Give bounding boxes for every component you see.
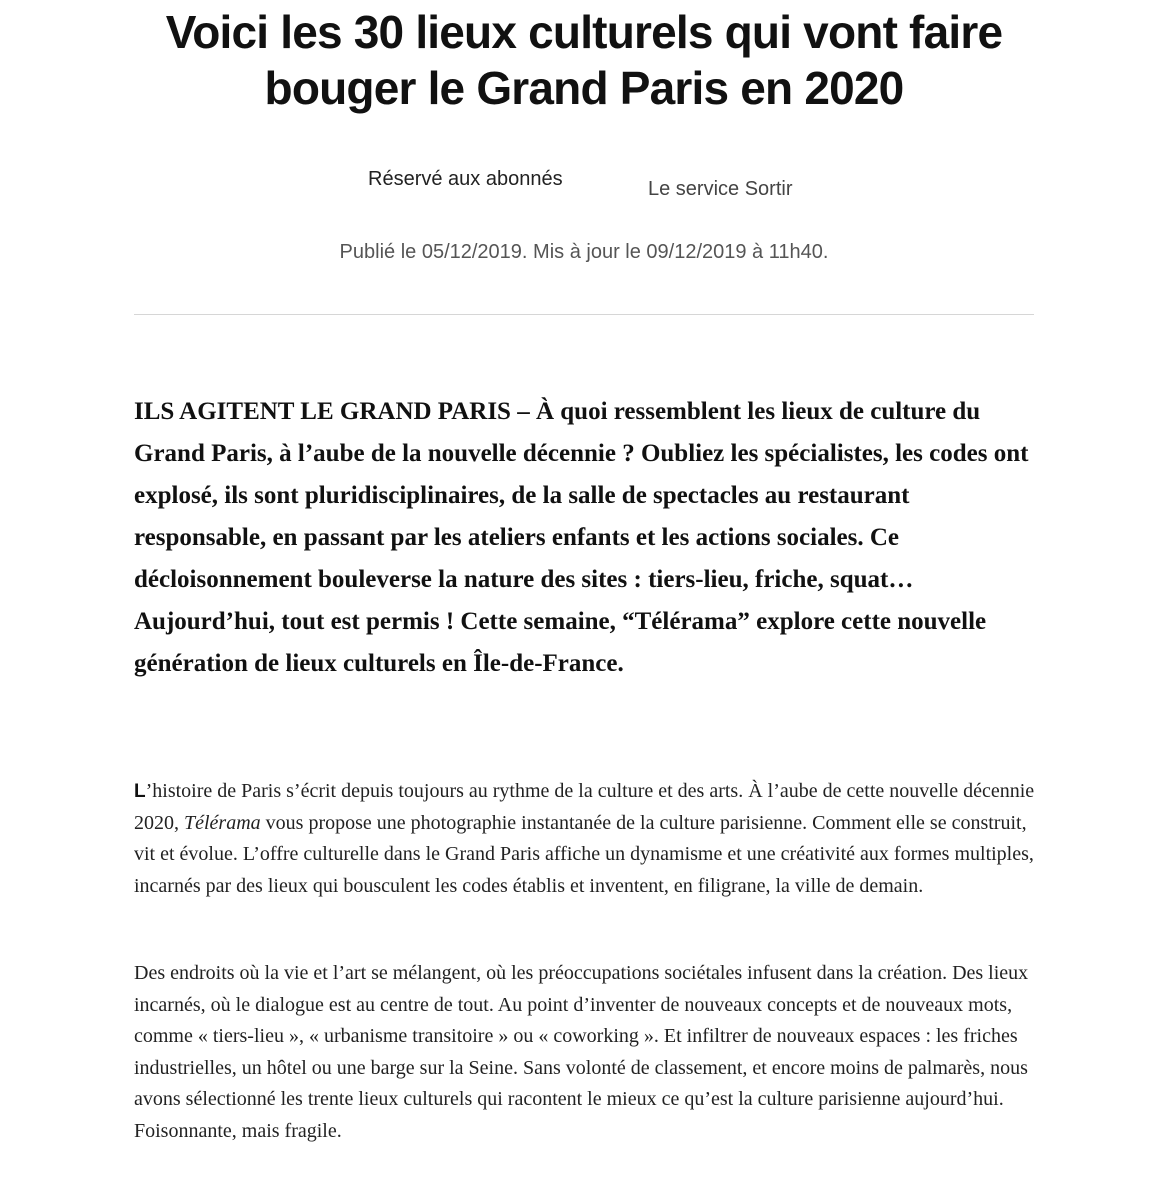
drop-cap: L xyxy=(134,781,146,802)
paragraph-text: vous propose une photographie instantanée de la culture parisienne. Comment elle se construit, vit et évolue. L’offre culturelle dans le Grand Paris affiche un dynamisme et une créativité aux formes multiples, incarnés par des lieux qui bousculent les codes établis et inventent, en filigrane, la ville de demain. xyxy=(134,811,1034,897)
publication-dates: Publié le 05/12/2019. Mis à jour le 09/12/2019 à 11h40. xyxy=(339,241,829,263)
paragraph-text: ’histoire de Paris s’écrit depuis toujours au rythme de la culture et des arts. À l’aube de cette nouvelle décennie 2020, xyxy=(134,780,1035,834)
article-title: Voici les 30 lieux culturels qui vont faire bouger le Grand Paris en 2020 xyxy=(165,6,1003,114)
body-paragraph-2: Des endroits où la vie et l’art se mélangent, où les préoccupations sociétales infusent dans la création. Des lieux incarnés, où le dialogue est au centre de tout. Au point d’inventer de nouveaux concepts et de nouveaux mots, comme « tiers-lieu », « urbanisme transitoire » ou « coworking ». Et infiltrer de nouveaux espaces : les friches industrielles, un hôtel ou une barge sur la Seine. Sans volonté de classement, et encore moins de palmarès, nous avons sélectionné les trente lieux culturels qui racontent le mieux ce qu’est la culture parisienne aujourd’hui. Foisonnante, mais fragile. xyxy=(134,962,1029,1142)
publication-name: Télérama xyxy=(184,811,261,834)
article-lede: ILS AGITENT LE GRAND PARIS – À quoi ressemblent les lieux de culture du Grand Paris, à l’aube de la nouvelle décennie ? Oubliez les spécialistes, les codes ont explosé, ils sont pluridisciplinaires, de la salle de spectacles au restaurant responsable, en passant par les ateliers enfants et les actions sociales. Ce décloisonnement bouleverse la nature des sites : tiers-lieu, friche, squat… Aujourd’hui, tout est permis ! Cette semaine, “Télérama” explore cette nouvelle génération de lieux culturels en Île-de-France. xyxy=(134,398,1029,677)
author-link[interactable]: Le service Sortir xyxy=(648,178,793,200)
subscriber-badge: Réservé aux abonnés xyxy=(368,168,563,190)
divider xyxy=(134,314,1034,315)
body-paragraph-1 xyxy=(134,776,1039,902)
